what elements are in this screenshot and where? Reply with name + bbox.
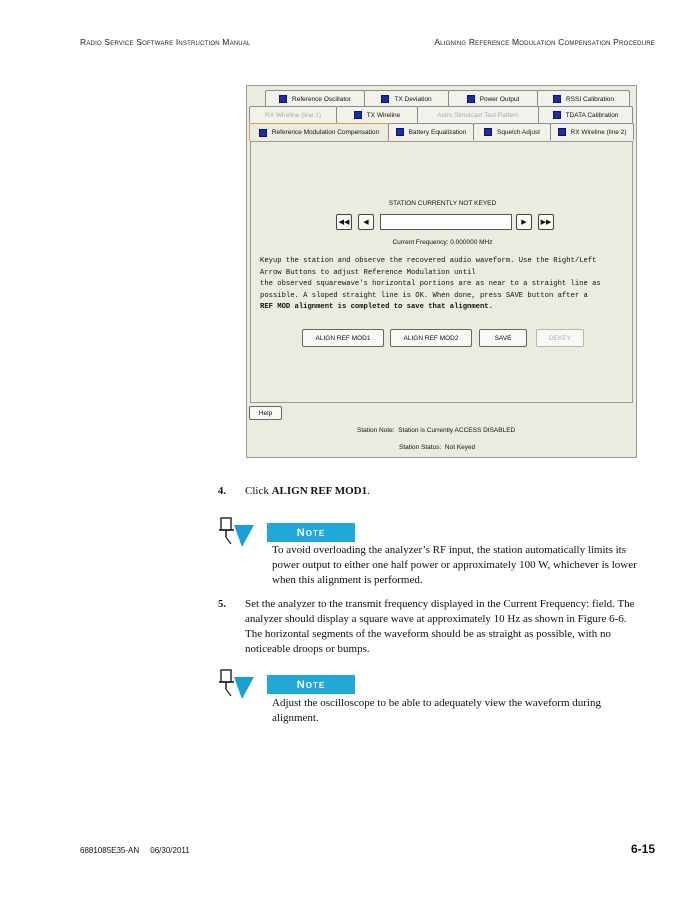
tab-rx-wireline-line2[interactable] — [550, 123, 634, 140]
current-frequency-readout — [251, 239, 634, 246]
tab-label: Battery Equalization — [408, 128, 467, 136]
alignment-screenshot — [246, 85, 637, 458]
align-ref-mod1-button[interactable]: ALIGN REF MOD1 — [302, 329, 384, 347]
note-line: when this alignment is performed. — [272, 574, 423, 586]
instruction-line: REF MOD alignment is completed to save that alignment. — [260, 303, 493, 311]
tab-label: Power Output — [479, 95, 520, 103]
station-status-label: Station Status: — [399, 444, 442, 451]
tab-label: RSSI Calibration — [565, 95, 615, 103]
last-arrow-button[interactable]: ▶▶ — [538, 214, 554, 230]
tab-indicator-icon — [467, 95, 475, 103]
tab-tx-wireline[interactable] — [336, 106, 418, 123]
footer-doc-number: 6881085E35-AN — [80, 846, 140, 855]
tab-row-1 — [265, 90, 629, 107]
page-number: 6-15 — [630, 842, 655, 856]
current-frequency-value: 0.000000 MHz — [450, 239, 493, 246]
tab-label: Astro Simulcast Test Pattern — [437, 111, 519, 119]
step-5-line: analyzer should display a square wave at approximately 10 Hz as shown in Figure 6-6. — [245, 613, 627, 625]
note-line: To avoid overloading the analyzer’s RF input, the station automatically limits its — [272, 544, 627, 556]
running-header-right: Aligning Reference Modulation Compensation Procedure — [434, 37, 655, 47]
note-pushpin-icon — [218, 667, 254, 699]
instruction-line: possible. A sloped straight line is OK. When done, press SAVE button after a — [260, 291, 588, 300]
tab-label: RX Wireline (line 1) — [265, 111, 321, 119]
tab-label: Reference Modulation Compensation — [271, 129, 380, 136]
tab-indicator-icon — [396, 128, 404, 136]
tab-rssi-calibration[interactable] — [537, 90, 630, 107]
adjust-value-field[interactable] — [380, 214, 512, 230]
footer-doc-info — [80, 846, 190, 855]
tab-rx-wireline-line1[interactable] — [249, 106, 337, 123]
tab-tdata-calibration[interactable] — [538, 106, 633, 123]
tab-label: TX Wireline — [366, 111, 401, 119]
tab-indicator-icon — [484, 128, 492, 136]
align-ref-mod2-button[interactable]: ALIGN REF MOD2 — [390, 329, 472, 347]
step-4-command: ALIGN REF MOD1 — [271, 485, 368, 497]
station-note-label: Station Note: — [357, 427, 395, 434]
note-heading: Note — [267, 523, 355, 542]
dekey-button[interactable]: DEKEY — [536, 329, 584, 347]
tab-astro-simulcast-test-pattern[interactable] — [417, 106, 539, 123]
step-5-line: The horizontal segments of the waveform should be as straight as possible, with no — [245, 628, 611, 640]
right-arrow-button[interactable]: ▶ — [516, 214, 532, 230]
tab-reference-modulation-compensation[interactable] — [249, 123, 389, 141]
step-number: 5. — [218, 599, 226, 610]
tab-row-3 — [249, 123, 633, 140]
station-status-value: Not Keyed — [444, 444, 476, 451]
step-5-line: Set the analyzer to the transmit frequency displayed in the Current Frequency: field. The — [245, 598, 635, 610]
left-arrow-button[interactable]: ◀ — [358, 214, 374, 230]
tab-label: Reference Oscillator — [292, 95, 351, 103]
current-frequency-label: Current Frequency: — [392, 239, 449, 246]
save-button[interactable]: SAVE — [479, 329, 527, 347]
tab-indicator-icon — [381, 95, 389, 103]
tab-label: TX Deviation — [394, 95, 432, 103]
step-4-suffix: . — [367, 485, 370, 497]
note-line: Adjust the oscilloscope to be able to adequately view the waveform during — [272, 697, 601, 709]
step-4-prefix: Click — [245, 485, 272, 497]
tab-tx-deviation[interactable] — [364, 90, 449, 107]
footer-date: 06/30/2011 — [150, 846, 190, 855]
tab-label: Squelch Adjust — [496, 128, 540, 136]
note-1-text — [272, 543, 637, 588]
tab-power-output[interactable] — [448, 90, 538, 107]
step-5-line: noticeable droops or bumps. — [245, 643, 370, 655]
station-note — [357, 427, 515, 434]
note-line: power output to either one half power or approximately 100 W, whichever is lower — [272, 559, 637, 571]
instruction-line: Arrow Buttons to adjust Reference Modulation until — [260, 268, 476, 277]
station-status — [399, 444, 475, 451]
instruction-line: Keyup the station and observe the recovered audio waveform. Use the Right/Left — [260, 257, 597, 265]
tab-reference-oscillator[interactable] — [265, 90, 365, 107]
instruction-line: the observed squarewave's horizontal portions are as near to a straight line as — [260, 280, 601, 288]
station-note-value: Station is Currently ACCESS DISABLED — [398, 427, 516, 434]
tab-indicator-icon — [279, 95, 287, 103]
tab-indicator-icon — [553, 95, 561, 103]
step-number: 4. — [218, 486, 226, 497]
tab-row-2 — [249, 106, 632, 123]
tab-label: TDATA Calibration — [565, 111, 619, 119]
first-arrow-button[interactable]: ◀◀ — [336, 214, 352, 230]
station-state-label: STATION CURRENTLY NOT KEYED — [388, 200, 497, 207]
step-5-text — [245, 597, 635, 657]
instructions-text — [260, 256, 630, 314]
tab-battery-equalization[interactable] — [388, 123, 474, 140]
note-line: alignment. — [272, 712, 319, 724]
note-pushpin-icon — [218, 515, 254, 547]
tab-indicator-icon — [553, 111, 561, 119]
note-heading: Note — [267, 675, 355, 694]
alignment-panel — [250, 141, 633, 403]
tab-indicator-icon — [558, 128, 566, 136]
help-button[interactable]: Help — [249, 406, 282, 420]
tab-squelch-adjust[interactable] — [473, 123, 551, 140]
tab-label: RX Wireline (line 2) — [570, 128, 627, 136]
tab-indicator-icon — [354, 111, 362, 119]
step-4-text — [245, 484, 370, 499]
running-header-left: Radio Service Software Instruction Manual — [80, 37, 251, 47]
tab-indicator-icon — [259, 129, 267, 137]
note-2-text — [272, 696, 601, 726]
